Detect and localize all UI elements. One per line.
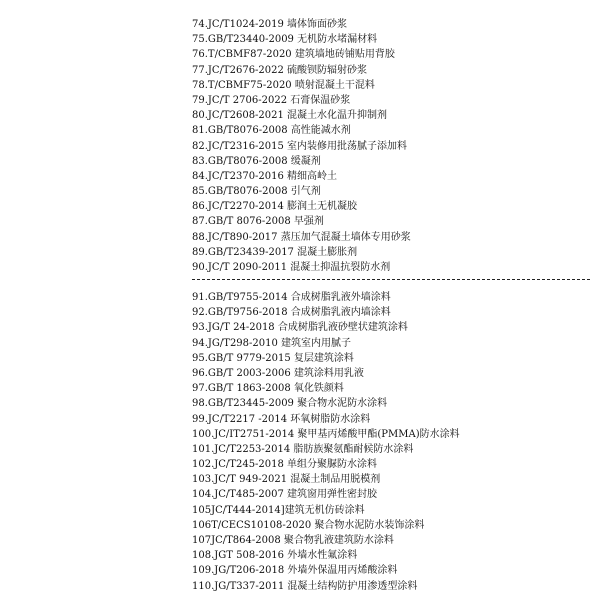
standards-list-group-2 xyxy=(192,290,592,594)
standard-line: 81.GB/T8076-2008 高性能减水剂 xyxy=(192,125,351,137)
standard-line: 79.JC/T 2706-2022 石膏保温砂浆 xyxy=(192,94,351,106)
standards-list-group-1 xyxy=(192,17,592,275)
standard-line: 76.T/CBMF87-2020 建筑墙地砖铺贴用背胶 xyxy=(192,49,395,61)
standard-line: 98.GB/T23445-2009 聚合物水泥防水涂料 xyxy=(192,398,388,410)
standard-line: 96.GB/T 2003-2006 建筑涂料用乳液 xyxy=(192,367,364,379)
standard-line: 86.JC/T2270-2014 膨润土无机凝胶 xyxy=(192,201,358,213)
standard-line: 97.GB/T 1863-2008 氧化铁颜料 xyxy=(192,383,344,395)
standard-line: 84.JC/T2370-2016 精细高岭土 xyxy=(192,170,338,182)
standard-line: 74.JC/T1024-2019 墙体饰面砂浆 xyxy=(192,19,348,30)
standard-line: 101.JC/T2253-2014 脂肪族聚氨酯耐候防水涂料 xyxy=(192,443,414,455)
standard-line: 107JC/T864-2008 聚合物乳液建筑防水涂料 xyxy=(192,535,394,546)
standard-line: 93.JG/T 24-2018 合成树脂乳液砂壁状建筑涂料 xyxy=(192,322,408,334)
standard-line: 99.JC/T2217 -2014 环氧树脂防水涂料 xyxy=(192,413,371,425)
standard-line: 82.JC/T2316-2015 室内装修用批荡腻子添加料 xyxy=(192,140,408,152)
standard-line: 85.GB/T8076-2008 引气剂 xyxy=(192,186,321,198)
standard-line: 104.JC/T485-2007 建筑窗用弹性密封胶 xyxy=(192,489,378,501)
standard-line: 110.JG/T337-2011 混凝土结构防护用渗透型涂料 xyxy=(192,580,418,592)
standard-line: 91.GB/T9755-2014 合成树脂乳液外墙涂料 xyxy=(192,292,391,303)
standard-line: 89.GB/T23439-2017 混凝土膨胀剂 xyxy=(192,246,358,258)
standard-line: 95.GB/T 9779-2015 复层建筑涂料 xyxy=(192,352,354,364)
standard-line: 87.GB/T 8076-2008 早强剂 xyxy=(192,216,324,228)
standard-line: 78.T/CBMF75-2020 喷射混凝土干混料 xyxy=(192,79,375,91)
standard-line: 106T/CECS10108-2020 聚合物水泥防水装饰涂料 xyxy=(192,519,425,531)
standard-line: 90.JC/T 2090-2011 混凝土抑温抗裂防水剂 xyxy=(192,262,391,273)
standard-line: 100.JC/IT2751-2014 聚甲基丙烯酸甲酯(PMMA)防水涂料 xyxy=(192,428,460,440)
standard-line: 75.GB/T23440-2009 无机防水堵漏材料 xyxy=(192,34,378,46)
standard-line: 109.JG/T206-2018 外墙外保温用丙烯酸涂料 xyxy=(192,565,398,577)
standard-line: 94.JG/T298-2010 建筑室内用腻子 xyxy=(192,337,352,349)
standard-line: 105JC/T444-2014]建筑无机仿砖涂料 xyxy=(192,504,365,516)
standard-line: 102.JC/T245-2018 单组分聚脲防水涂料 xyxy=(192,459,378,471)
standard-line: 103.JC/T 949-2021 混凝土制品用脱模剂 xyxy=(192,474,381,486)
standard-line: 92.GB/T9756-2018 合成树脂乳液内墙涂料 xyxy=(192,307,391,319)
standard-line: 108.JGT 508-2016 外墙水性氟涂料 xyxy=(192,550,358,562)
standard-line: 80.JC/T2608-2021 混凝土水化温升抑制剂 xyxy=(192,110,388,122)
standard-line: 77.JC/T2676-2022 硫酸钡防辐射砂浆 xyxy=(192,64,368,76)
standard-line: 88.JC/T890-2017 蒸压加气混凝土墙体专用砂浆 xyxy=(192,231,411,243)
dashed-divider xyxy=(192,279,590,280)
standard-line: 83.GB/T8076-2008 缓凝剂 xyxy=(192,155,321,167)
